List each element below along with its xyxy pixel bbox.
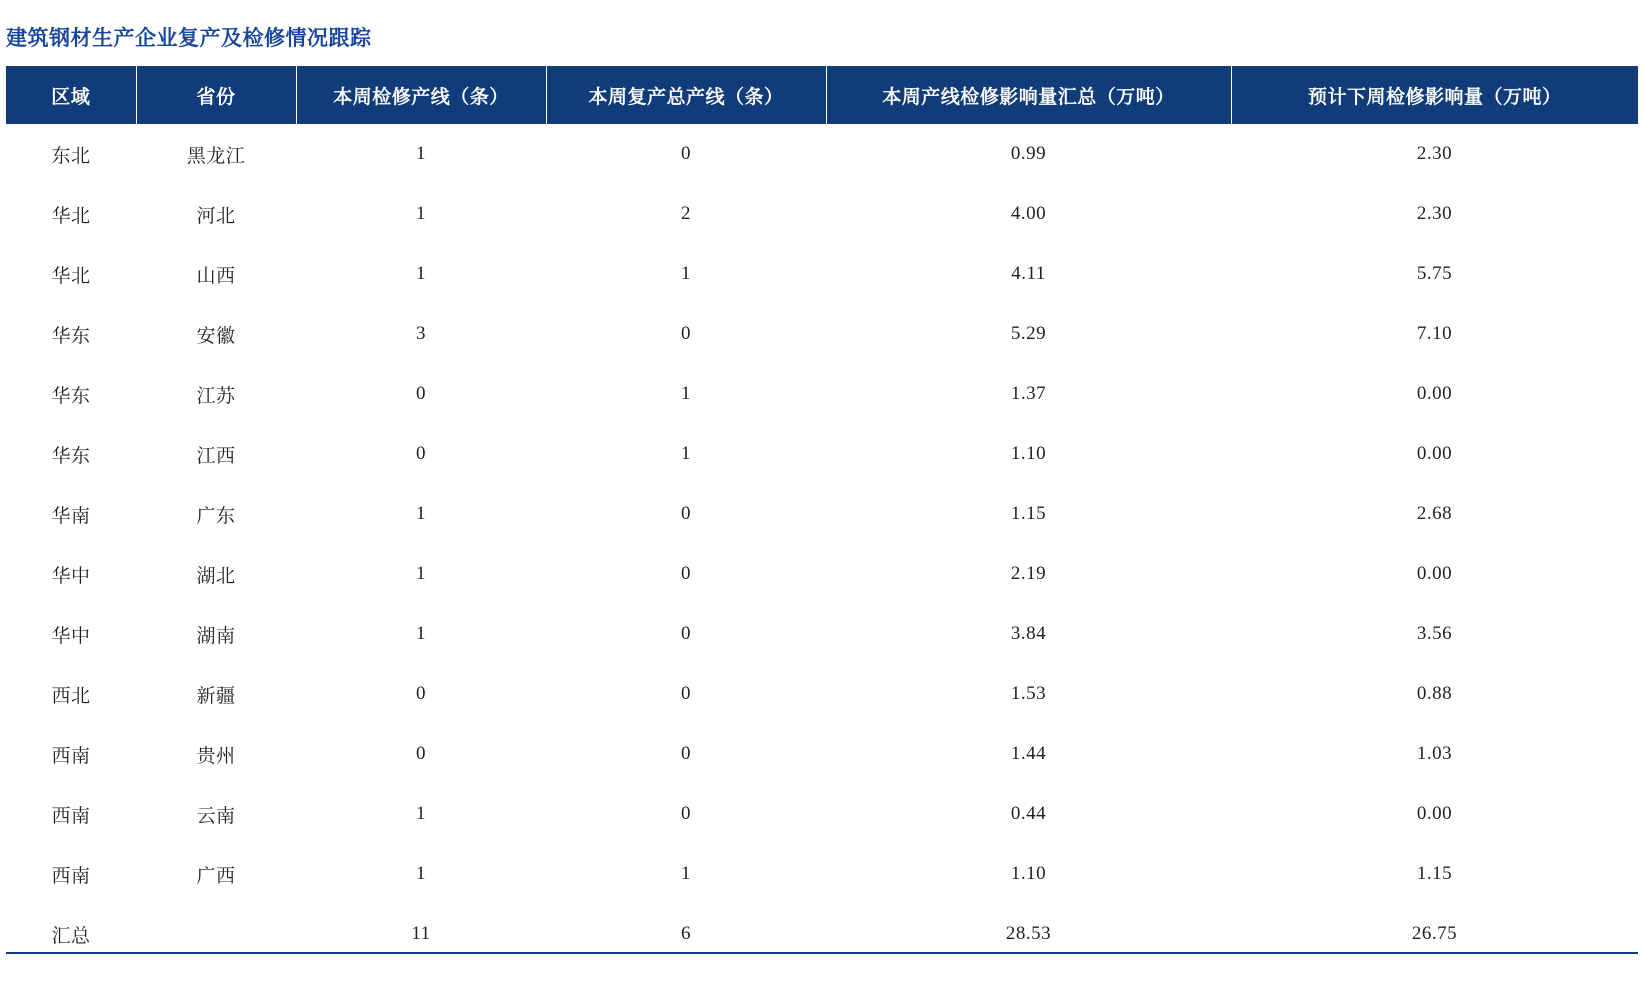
cell-impact-next-week: 5.75	[1416, 263, 1453, 284]
cell-impact-this-week: 1.37	[1010, 383, 1047, 404]
table-header	[6, 66, 1638, 124]
cell-province: 河北	[196, 205, 236, 227]
cell-resumed-lines: 0	[681, 803, 691, 824]
cell-region: 华东	[51, 385, 91, 407]
cell-maintenance-lines: 1	[416, 263, 426, 284]
column-header-impact-this-week: 本周产线检修影响量汇总（万吨）	[826, 66, 1231, 124]
cell-province: 贵州	[196, 745, 236, 767]
cell-region: 华南	[51, 505, 91, 527]
table-row	[6, 724, 1638, 784]
cell-impact-this-week: 1.53	[1010, 683, 1047, 704]
cell-maintenance-lines: 1	[416, 203, 426, 224]
column-header-region: 区域	[6, 66, 136, 124]
cell-resumed-lines: 0	[681, 563, 691, 584]
column-header-maintenance-lines: 本周检修产线（条）	[296, 66, 546, 124]
cell-region: 华中	[51, 625, 91, 647]
cell-maintenance-lines: 1	[416, 143, 426, 164]
cell-region: 华东	[51, 325, 91, 347]
cell-total-maintenance-lines: 11	[411, 923, 431, 944]
cell-impact-this-week: 5.29	[1010, 323, 1047, 344]
cell-total-impact-next-week: 26.75	[1411, 923, 1458, 944]
cell-region: 西南	[51, 865, 91, 887]
cell-province: 江西	[196, 445, 236, 467]
cell-region: 东北	[51, 145, 91, 167]
cell-region: 华北	[51, 205, 91, 227]
cell-resumed-lines: 0	[681, 683, 691, 704]
table-row	[6, 484, 1638, 544]
cell-resumed-lines: 0	[681, 743, 691, 764]
cell-impact-this-week: 0.44	[1010, 803, 1047, 824]
cell-impact-next-week: 1.03	[1416, 743, 1453, 764]
cell-impact-next-week: 2.30	[1416, 203, 1453, 224]
cell-impact-next-week: 0.00	[1416, 563, 1453, 584]
table-row	[6, 364, 1638, 424]
cell-total-label: 汇总	[51, 925, 91, 947]
cell-region: 西北	[51, 685, 91, 707]
cell-maintenance-lines: 0	[416, 683, 426, 704]
table-row	[6, 844, 1638, 904]
cell-total-impact-this-week: 28.53	[1005, 923, 1052, 944]
cell-impact-this-week: 0.99	[1010, 143, 1047, 164]
cell-region: 华北	[51, 265, 91, 287]
page-title: 建筑钢材生产企业复产及检修情况跟踪	[6, 26, 372, 50]
cell-region: 华中	[51, 565, 91, 587]
maintenance-tracking-table	[6, 66, 1638, 964]
cell-maintenance-lines: 1	[416, 623, 426, 644]
table-row	[6, 664, 1638, 724]
cell-total-resumed-lines: 6	[681, 923, 691, 944]
cell-maintenance-lines: 0	[416, 383, 426, 404]
cell-impact-this-week: 4.00	[1010, 203, 1047, 224]
cell-impact-next-week: 0.00	[1416, 383, 1453, 404]
cell-resumed-lines: 1	[681, 863, 691, 884]
column-header-province: 省份	[136, 66, 296, 124]
table-row	[6, 784, 1638, 844]
cell-province: 湖南	[196, 625, 236, 647]
cell-province: 云南	[196, 805, 236, 827]
cell-impact-this-week: 1.15	[1010, 503, 1047, 524]
cell-maintenance-lines: 3	[416, 323, 426, 344]
table-header-row	[6, 66, 1638, 124]
cell-impact-next-week: 1.15	[1416, 863, 1453, 884]
table-row	[6, 604, 1638, 664]
column-header-impact-next-week: 预计下周检修影响量（万吨）	[1231, 66, 1638, 124]
table-total-row	[6, 904, 1638, 964]
cell-province: 广东	[196, 505, 236, 527]
cell-region: 西南	[51, 805, 91, 827]
cell-resumed-lines: 2	[681, 203, 691, 224]
cell-region: 西南	[51, 745, 91, 767]
cell-impact-this-week: 1.10	[1010, 863, 1047, 884]
cell-province: 新疆	[196, 685, 236, 707]
cell-maintenance-lines: 0	[416, 743, 426, 764]
cell-resumed-lines: 0	[681, 503, 691, 524]
cell-impact-next-week: 0.88	[1416, 683, 1453, 704]
cell-impact-next-week: 2.68	[1416, 503, 1453, 524]
cell-maintenance-lines: 1	[416, 863, 426, 884]
cell-province: 江苏	[196, 385, 236, 407]
cell-resumed-lines: 1	[681, 443, 691, 464]
cell-impact-this-week: 1.44	[1010, 743, 1047, 764]
table-row	[6, 304, 1638, 364]
cell-impact-this-week: 1.10	[1010, 443, 1047, 464]
cell-maintenance-lines: 1	[416, 503, 426, 524]
column-header-resumed-lines: 本周复产总产线（条）	[546, 66, 826, 124]
cell-impact-this-week: 4.11	[1011, 263, 1046, 284]
cell-impact-this-week: 2.19	[1010, 563, 1047, 584]
cell-resumed-lines: 0	[681, 623, 691, 644]
cell-maintenance-lines: 0	[416, 443, 426, 464]
table-row	[6, 244, 1638, 304]
table-row	[6, 184, 1638, 244]
cell-province: 山西	[196, 265, 236, 287]
cell-impact-next-week: 0.00	[1416, 803, 1453, 824]
cell-maintenance-lines: 1	[416, 803, 426, 824]
cell-total-province	[136, 904, 296, 964]
cell-province: 广西	[196, 865, 236, 887]
table-body	[6, 124, 1638, 964]
cell-resumed-lines: 1	[681, 383, 691, 404]
table-row	[6, 424, 1638, 484]
cell-impact-this-week: 3.84	[1010, 623, 1047, 644]
cell-impact-next-week: 2.30	[1416, 143, 1453, 164]
cell-maintenance-lines: 1	[416, 563, 426, 584]
cell-resumed-lines: 1	[681, 263, 691, 284]
table-row	[6, 124, 1638, 184]
cell-impact-next-week: 0.00	[1416, 443, 1453, 464]
cell-impact-next-week: 3.56	[1416, 623, 1453, 644]
table-bottom-rule	[6, 952, 1638, 954]
cell-province: 安徽	[196, 325, 236, 347]
cell-resumed-lines: 0	[681, 143, 691, 164]
cell-resumed-lines: 0	[681, 323, 691, 344]
cell-impact-next-week: 7.10	[1416, 323, 1453, 344]
table-row	[6, 544, 1638, 604]
cell-region: 华东	[51, 445, 91, 467]
cell-province: 黑龙江	[186, 145, 246, 167]
cell-province: 湖北	[196, 565, 236, 587]
